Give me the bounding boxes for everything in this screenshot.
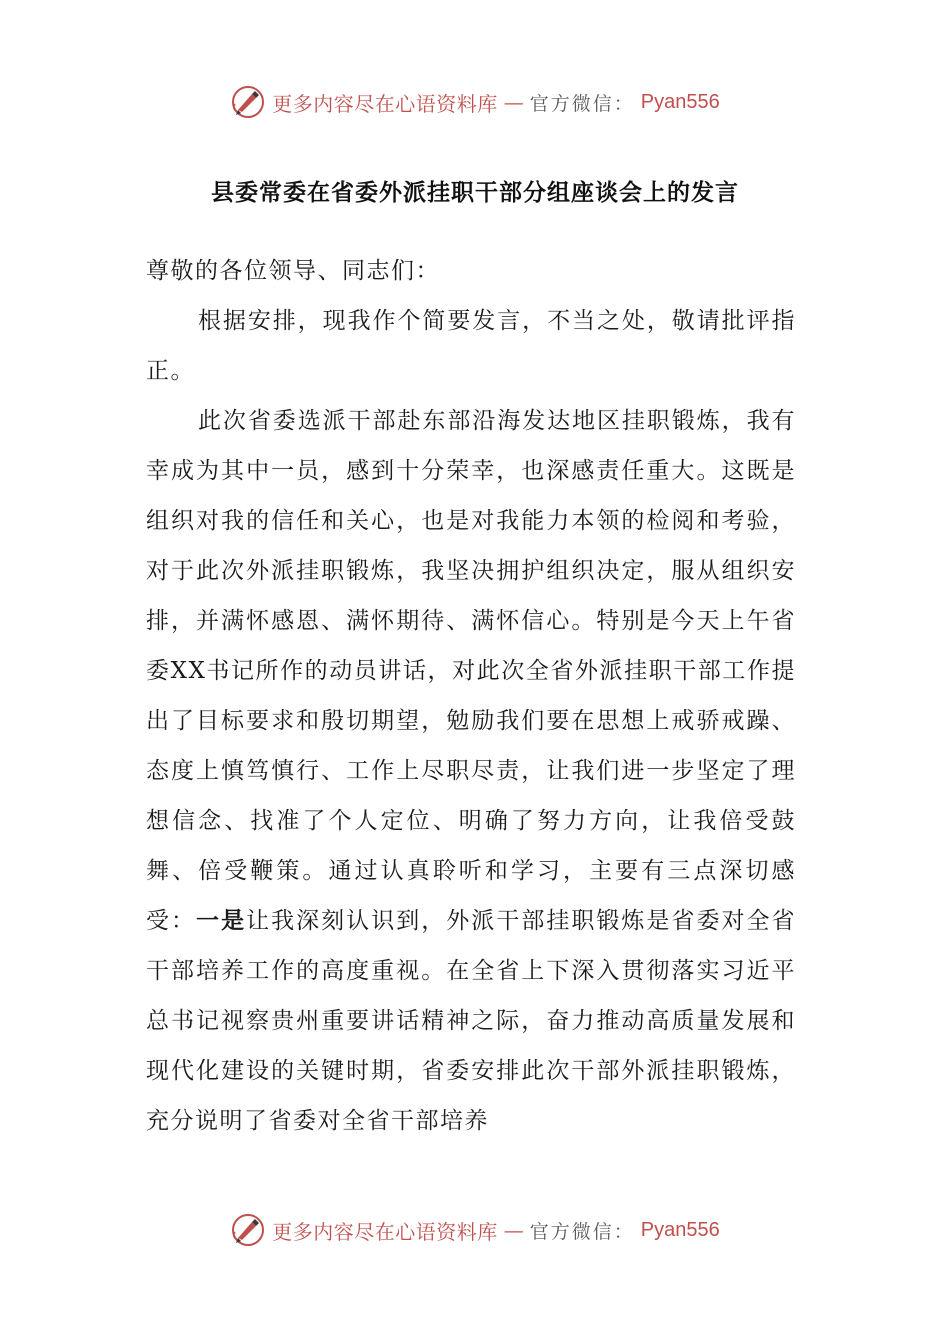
paragraph-2-text-before: 此次省委选派干部赴东部沿海发达地区挂职锻炼，我有幸成为其中一员，感到十分荣幸，也深感责任重大。这既是组织对我的信任和关心，也是对我能力本领的检阅和考验，对于此次外派挂职锻炼，我坚决拥护组织决定，服从组织安排，并满怀感恩、满怀期待、满怀信心。特别是今天上午省委XX书记所作的动员讲话，对此次全省外派挂职干部工作提出了目标要求和殷切期望，勉励我们要在思想上戒骄戒躁、态度上慎笃慎行、工作上尽职尽责，让我们进一步坚定了理想信念、找准了个人定位、明确了努力方向，让我倍受鼓舞、倍受鞭策。通过认真聆听和学习，主要有三点深切感受： — [146, 408, 796, 934]
footer-wechat-label: 官方微信： — [529, 1220, 635, 1243]
footer-wechat-id: Pyan556 — [640, 1218, 720, 1241]
paragraph-1: 根据安排，现我作个简要发言，不当之处，敬请批评指正。 — [146, 308, 796, 384]
footer-banner — [0, 1208, 950, 1252]
header-wechat-label: 官方微信： — [529, 92, 635, 115]
header-brand-text: 更多内容尽在心语资料库 — [272, 91, 498, 116]
header-banner — [0, 80, 950, 124]
paragraph-2-text-after: 让我深刻认识到，外派干部挂职锻炼是省委对全省干部培养工作的高度重视。在全省上下深入贯彻落实习近平总书记视察贵州重要讲话精神之际，奋力推动高质量发展和现代化建设的关键时期，省委安排此次干部外派挂职锻炼，充分说明了省委对全省干部培养 — [146, 908, 797, 1134]
footer-brand-text: 更多内容尽在心语资料库 — [272, 1219, 498, 1244]
salutation: 尊敬的各位领导、同志们： — [146, 258, 440, 284]
header-dash: — — [503, 90, 524, 114]
document-title: 县委常委在省委外派挂职干部分组座谈会上的发言 — [211, 180, 739, 206]
footer-dash: — — [503, 1218, 524, 1242]
pen-circle-logo-icon — [230, 1212, 266, 1248]
paragraph-2 — [146, 396, 796, 1146]
pen-circle-logo-icon — [230, 84, 266, 120]
paragraph-2-bold-marker: 一是 — [196, 908, 247, 934]
header-wechat-id: Pyan556 — [640, 90, 720, 113]
document-body — [146, 246, 796, 1146]
